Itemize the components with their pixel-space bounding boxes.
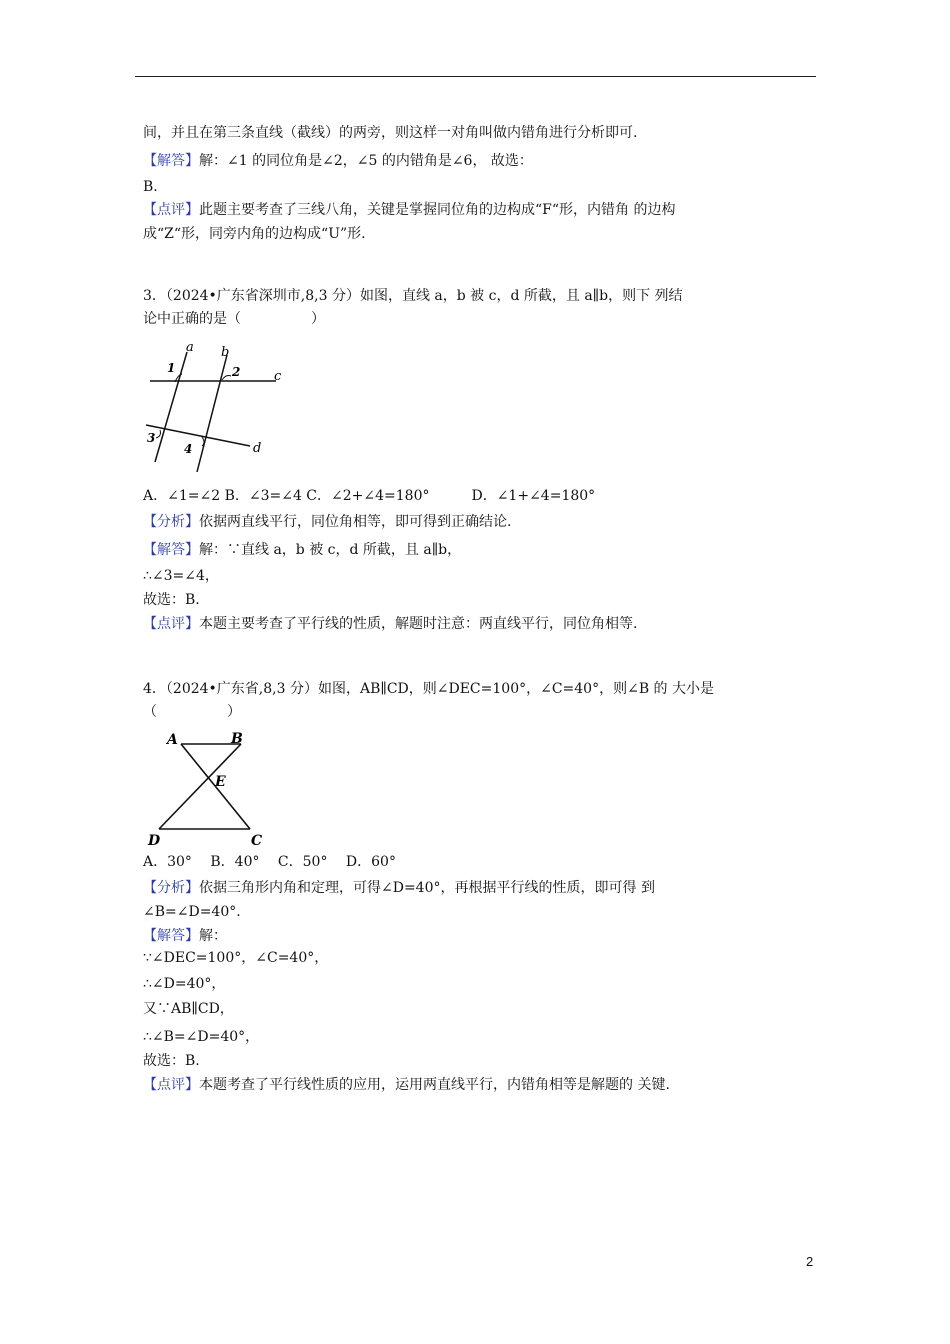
svg-text:2: 2 — [232, 365, 241, 379]
analysis-tag: 【分析】 — [143, 514, 199, 530]
question-3-stem: 论中正确的是（ ） — [143, 311, 325, 327]
answer-tag: 【解答】 — [143, 928, 199, 944]
question-3-options: A．∠1=∠2 B．∠3=∠4 C．∠2+∠4=180° D．∠1+∠4=180° — [143, 488, 596, 504]
comment-tag: 【点评】 — [143, 1077, 199, 1093]
svg-text:c: c — [274, 369, 282, 384]
text-line: 又∵AB∥CD， — [143, 1001, 234, 1017]
text-line: 【点评】本题考查了平行线性质的应用，运用两直线平行，内错角相等是解题的 关键. — [143, 1077, 670, 1093]
text-line: 【分析】依据三角形内角和定理，可得∠D=40°，再根据平行线的性质，即可得 到 — [143, 880, 655, 896]
text-line: ∠B=∠D=40°. — [143, 904, 241, 920]
text-line: ∵∠DEC=100°，∠C=40°， — [143, 950, 329, 966]
question-4-stem: （ ） — [143, 704, 241, 720]
text-line: 【解答】解：∵直线 a，b 被 c，d 所截，且 a∥b， — [143, 542, 462, 558]
text-line: 【点评】本题主要考查了平行线的性质，解题时注意：两直线平行，同位角相等. — [143, 616, 638, 632]
svg-text:D: D — [148, 833, 161, 848]
text-line: 【分析】依据两直线平行，同位角相等，即可得到正确结论. — [143, 514, 512, 530]
svg-text:a: a — [186, 340, 194, 355]
answer-tag: 【解答】 — [143, 542, 199, 558]
figure-parallel-lines — [142, 340, 292, 475]
text-line: 成“Z“形，同旁内角的边构成“U”形. — [143, 226, 366, 242]
header-rule — [135, 76, 816, 77]
question-4-options: A．30° B．40° C．50° D．60° — [143, 854, 396, 870]
text-line: 故选：B. — [143, 1053, 200, 1069]
text-line: B. — [143, 179, 158, 195]
svg-text:E: E — [215, 774, 226, 790]
svg-text:B: B — [231, 731, 243, 747]
text-line: ∴∠D=40°， — [143, 976, 226, 992]
svg-text:d: d — [253, 441, 262, 456]
svg-text:A: A — [167, 732, 178, 748]
text-line: ∴∠B=∠D=40°， — [143, 1029, 260, 1045]
text-line: 【解答】解：∠1 的同位角是∠2，∠5 的内错角是∠6， 故选： — [143, 153, 533, 169]
question-4-stem: 4．（2024•广东省,8,3 分）如图，AB∥CD，则∠DEC=100°，∠C=40°，则∠B 的 大小是 — [143, 681, 715, 697]
question-3-stem: 3．（2024•广东省深圳市,8,3 分）如图，直线 a，b 被 c，d 所截，且 a∥b，则下 列结 — [143, 288, 683, 304]
svg-text:3: 3 — [147, 431, 156, 445]
text-line: 间，并且在第三条直线（截线）的两旁，则这样一对角叫做内错角进行分析即可. — [143, 125, 638, 141]
text-line: 【解答】解： — [143, 928, 227, 944]
text-line: ∴∠3=∠4， — [143, 568, 219, 584]
svg-text:1: 1 — [167, 361, 176, 375]
svg-text:b: b — [221, 345, 230, 360]
svg-text:4: 4 — [184, 442, 193, 456]
text-line: 【点评】此题主要考查了三线八角，关键是掌握同位角的边构成“F“形，内错角 的边构 — [143, 202, 676, 218]
comment-tag: 【点评】 — [143, 202, 199, 218]
text-line: 故选：B. — [143, 592, 200, 608]
page-number: 2 — [806, 1254, 814, 1269]
svg-text:C: C — [251, 833, 263, 848]
comment-tag: 【点评】 — [143, 616, 199, 632]
answer-tag: 【解答】 — [143, 153, 199, 169]
figure-triangles — [143, 728, 273, 848]
analysis-tag: 【分析】 — [143, 880, 199, 896]
